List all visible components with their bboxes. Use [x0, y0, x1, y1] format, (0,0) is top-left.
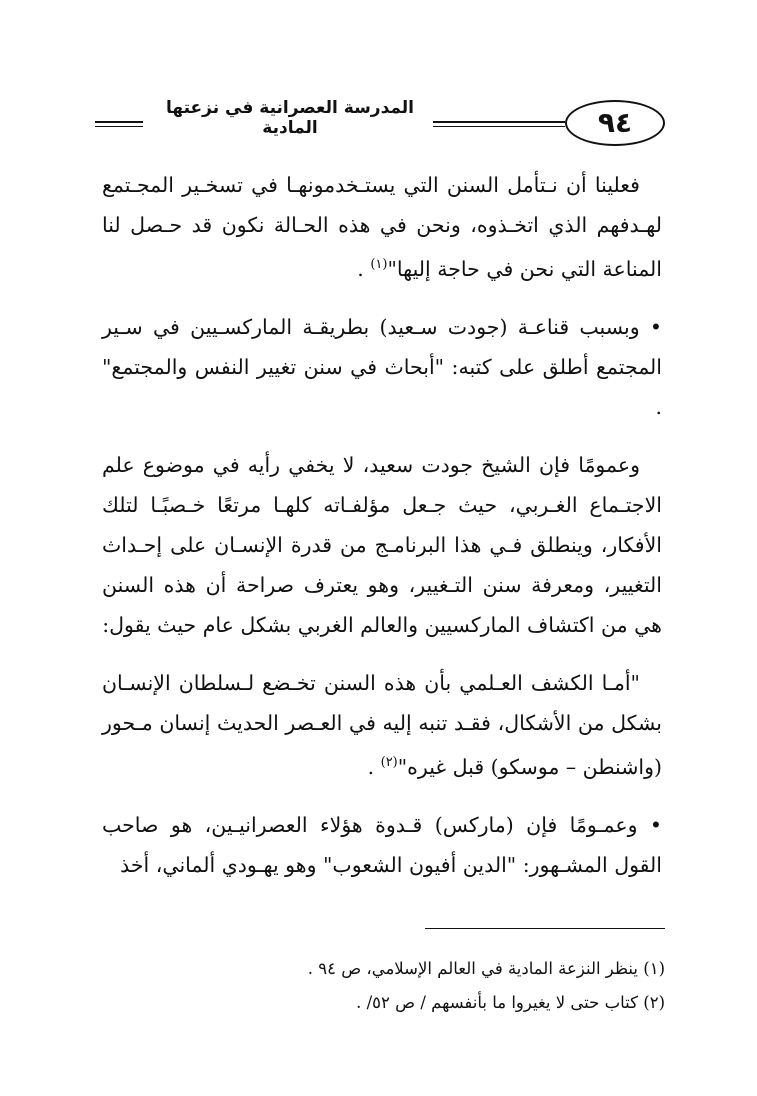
- sentence-end: .: [367, 754, 381, 779]
- body-text: [102, 165, 662, 903]
- footnotes: [102, 952, 665, 1020]
- paragraph: • وبسبب قناعـة (جودت سـعيد) بطريقـة الماركسـيين في سـير المجتمع أطلق على كتبه: "أبحاث في سنن تغيير النفس والمجتمع" .: [102, 314, 662, 419]
- footnote-1: (١) ينظر النزعة المادية في العالم الإسلامي، ص ٩٤ .: [307, 959, 665, 978]
- footnote-marker: (٢): [380, 754, 398, 770]
- quote-paragraph: [102, 663, 662, 787]
- paragraph: وعمومًا فإن الشيخ جودت سعيد، لا يخفي رأيه في موضوع علم الاجتـماع الغـربي، حيث جـعل مؤلفـاته كلهـا مرتعًا خـصبًـا لتلك الأفكار، وينطلق فـي هذا البرنامـج من قدرة الإنسـان على إحـداث التغيير، ومعرفة سنن التـغيير، وهو يعترف صراحة أن هذه السنن هي من اكتشاف الماركسيين والعالم الغربي بشكل عام حيث يقول:: [102, 452, 662, 637]
- footnote-separator: [425, 928, 665, 929]
- paragraph: [102, 165, 662, 289]
- quote-text: "أمـا الكشف العـلمي بأن هذه السنن تخـضع لـسلطان الإنسـان بشكل من الأشكال، فقـد تنبه إليه في العـصر الحديث إنسان مـحور (واشنطن – موسكو) قبل غيره": [102, 670, 662, 779]
- header-rule-middle: [433, 121, 565, 127]
- page-header: [95, 92, 665, 152]
- header-rule-left: [95, 121, 143, 127]
- running-title: المدرسة العصرانية في نزعتها المادية: [165, 98, 415, 138]
- page-number: ٩٤: [597, 106, 633, 139]
- paragraph: • وعمـومًا فإن (ماركس) قـدوة هؤلاء العصرانيـين، هو صاحب القول المشـهور: "الدين أفيون الشعوب" وهو يهـودي ألماني، أخذ: [102, 812, 662, 877]
- paragraph-text: فعلينا أن نـتأمل السنن التي يستـخدمونهـا في تسخـير المجـتمع لهـدفهم الذي اتخـذوه، ونحن في هذه الحـالة نكون قد حـصل لنا المناعة التي نحن في حاجة إليها": [102, 173, 662, 281]
- sentence-end: .: [357, 256, 371, 281]
- page-number-badge: [567, 100, 665, 144]
- footnote-marker: (١): [370, 257, 388, 272]
- footnote-2: (٢) كتاب حتى لا يغيروا ما بأنفسهم / ص ٥٢/ .: [356, 993, 665, 1012]
